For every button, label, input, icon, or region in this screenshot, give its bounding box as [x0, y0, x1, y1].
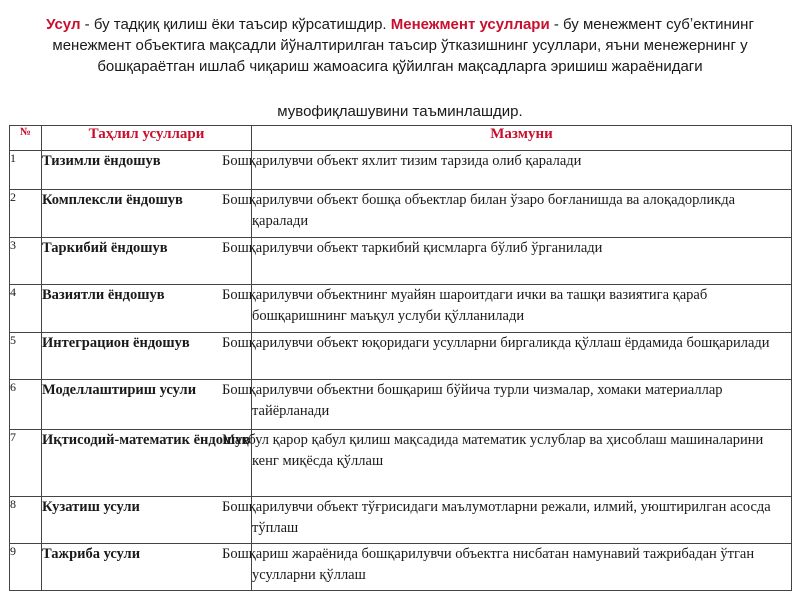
- header-content: Мазмуни: [252, 126, 792, 151]
- header-num: №: [10, 126, 42, 151]
- table-row: [10, 430, 792, 497]
- method-name: [42, 430, 252, 497]
- method-name: Моделлаштириш усули: [42, 380, 252, 430]
- row-number: 7: [10, 430, 42, 497]
- table-row: [10, 380, 792, 430]
- method-name: Комплексли ёндошув: [42, 190, 252, 238]
- table-row: [10, 285, 792, 333]
- method-description: Мақбул қарор қабул қилиш мақсадида математик услублар ва ҳисоблаш машиналарини кенг миқёсда қўллаш: [252, 430, 792, 497]
- method-description: Бошқарилувчи объект таркибий қисмларга бўлиб ўрганилади: [252, 238, 792, 285]
- table-row: [10, 544, 792, 591]
- row-number: 1: [10, 151, 42, 190]
- table-row: [10, 333, 792, 380]
- intro-line-1-text: - бу тадқиқ қилиш ёки таъсир кўрсатишдир.: [80, 16, 391, 33]
- intro-line-3: бошқараётган ишлаб чиқариш жамоасига қўйилган мақсадларга эришиш жараёнидаги: [97, 58, 703, 75]
- table-row: [10, 497, 792, 544]
- row-number: 9: [10, 544, 42, 591]
- method-name: Интеграцион ёндошув: [42, 333, 252, 380]
- method-name: Кузатиш усули: [42, 497, 252, 544]
- method-description: Бошқарилувчи объект яхлит тизим тарзида олиб қаралади: [252, 151, 792, 190]
- intro-line-1-tail: - бу менежмент субʼектининг: [549, 16, 754, 33]
- row-number: 2: [10, 190, 42, 238]
- table-row: [10, 151, 792, 190]
- table-header-row: [10, 126, 792, 151]
- method-description: Бошқарилувчи объект юқоридаги усулларни биргаликда қўллаш ёрдамида бошқарилади: [252, 333, 792, 380]
- table-row: [10, 190, 792, 238]
- row-number: 3: [10, 238, 42, 285]
- term-usul: Усул: [46, 16, 81, 33]
- method-description: Бошқарилувчи объект тўғрисидаги маълумотларни режали, илмий, уюштирилган асосда тўплаш: [252, 497, 792, 544]
- method-name: Таркибий ёндошув: [42, 238, 252, 285]
- intro-paragraph: [0, 14, 800, 77]
- method-name: Вазиятли ёндошув: [42, 285, 252, 333]
- analysis-methods-table: [9, 125, 792, 591]
- row-number: 5: [10, 333, 42, 380]
- method-description: Бошқарилувчи объект бошқа объектлар билан ўзаро боғланишда ва алоқадорликда қаралади: [252, 190, 792, 238]
- method-name-text: Иқтисодий-математик ёндошув: [42, 432, 251, 448]
- term-management-methods: Менежмент усуллари: [390, 16, 550, 33]
- method-name: Тажриба усули: [42, 544, 252, 591]
- method-description: Бошқарилувчи объектнинг муайян шароитдаги ички ва ташқи вазиятига қараб бошқаришнинг маъқул услуби қўлланилади: [252, 285, 792, 333]
- method-description: Бошқариш жараёнида бошқарилувчи объектга нисбатан намунавий тажрибадан ўтган усулларни қўллаш: [252, 544, 792, 591]
- table-row: [10, 238, 792, 285]
- header-method: Таҳлил усуллари: [42, 126, 252, 151]
- row-number: 8: [10, 497, 42, 544]
- method-description: Бошқарилувчи объектни бошқариш бўйича турли чизмалар, хомаки материаллар тайёрланади: [252, 380, 792, 430]
- row-number: 4: [10, 285, 42, 333]
- intro-line-2: менежмент объектига мақсадли йўналтирилган таъсир ўтказишнинг усуллари, яъни менежернинг у: [52, 37, 748, 54]
- method-name: Тизимли ёндошув: [42, 151, 252, 190]
- intro-line-4: мувофиқлашувини таъминлашдир.: [277, 103, 523, 120]
- intro-line-1: [0, 14, 800, 35]
- row-number: 6: [10, 380, 42, 430]
